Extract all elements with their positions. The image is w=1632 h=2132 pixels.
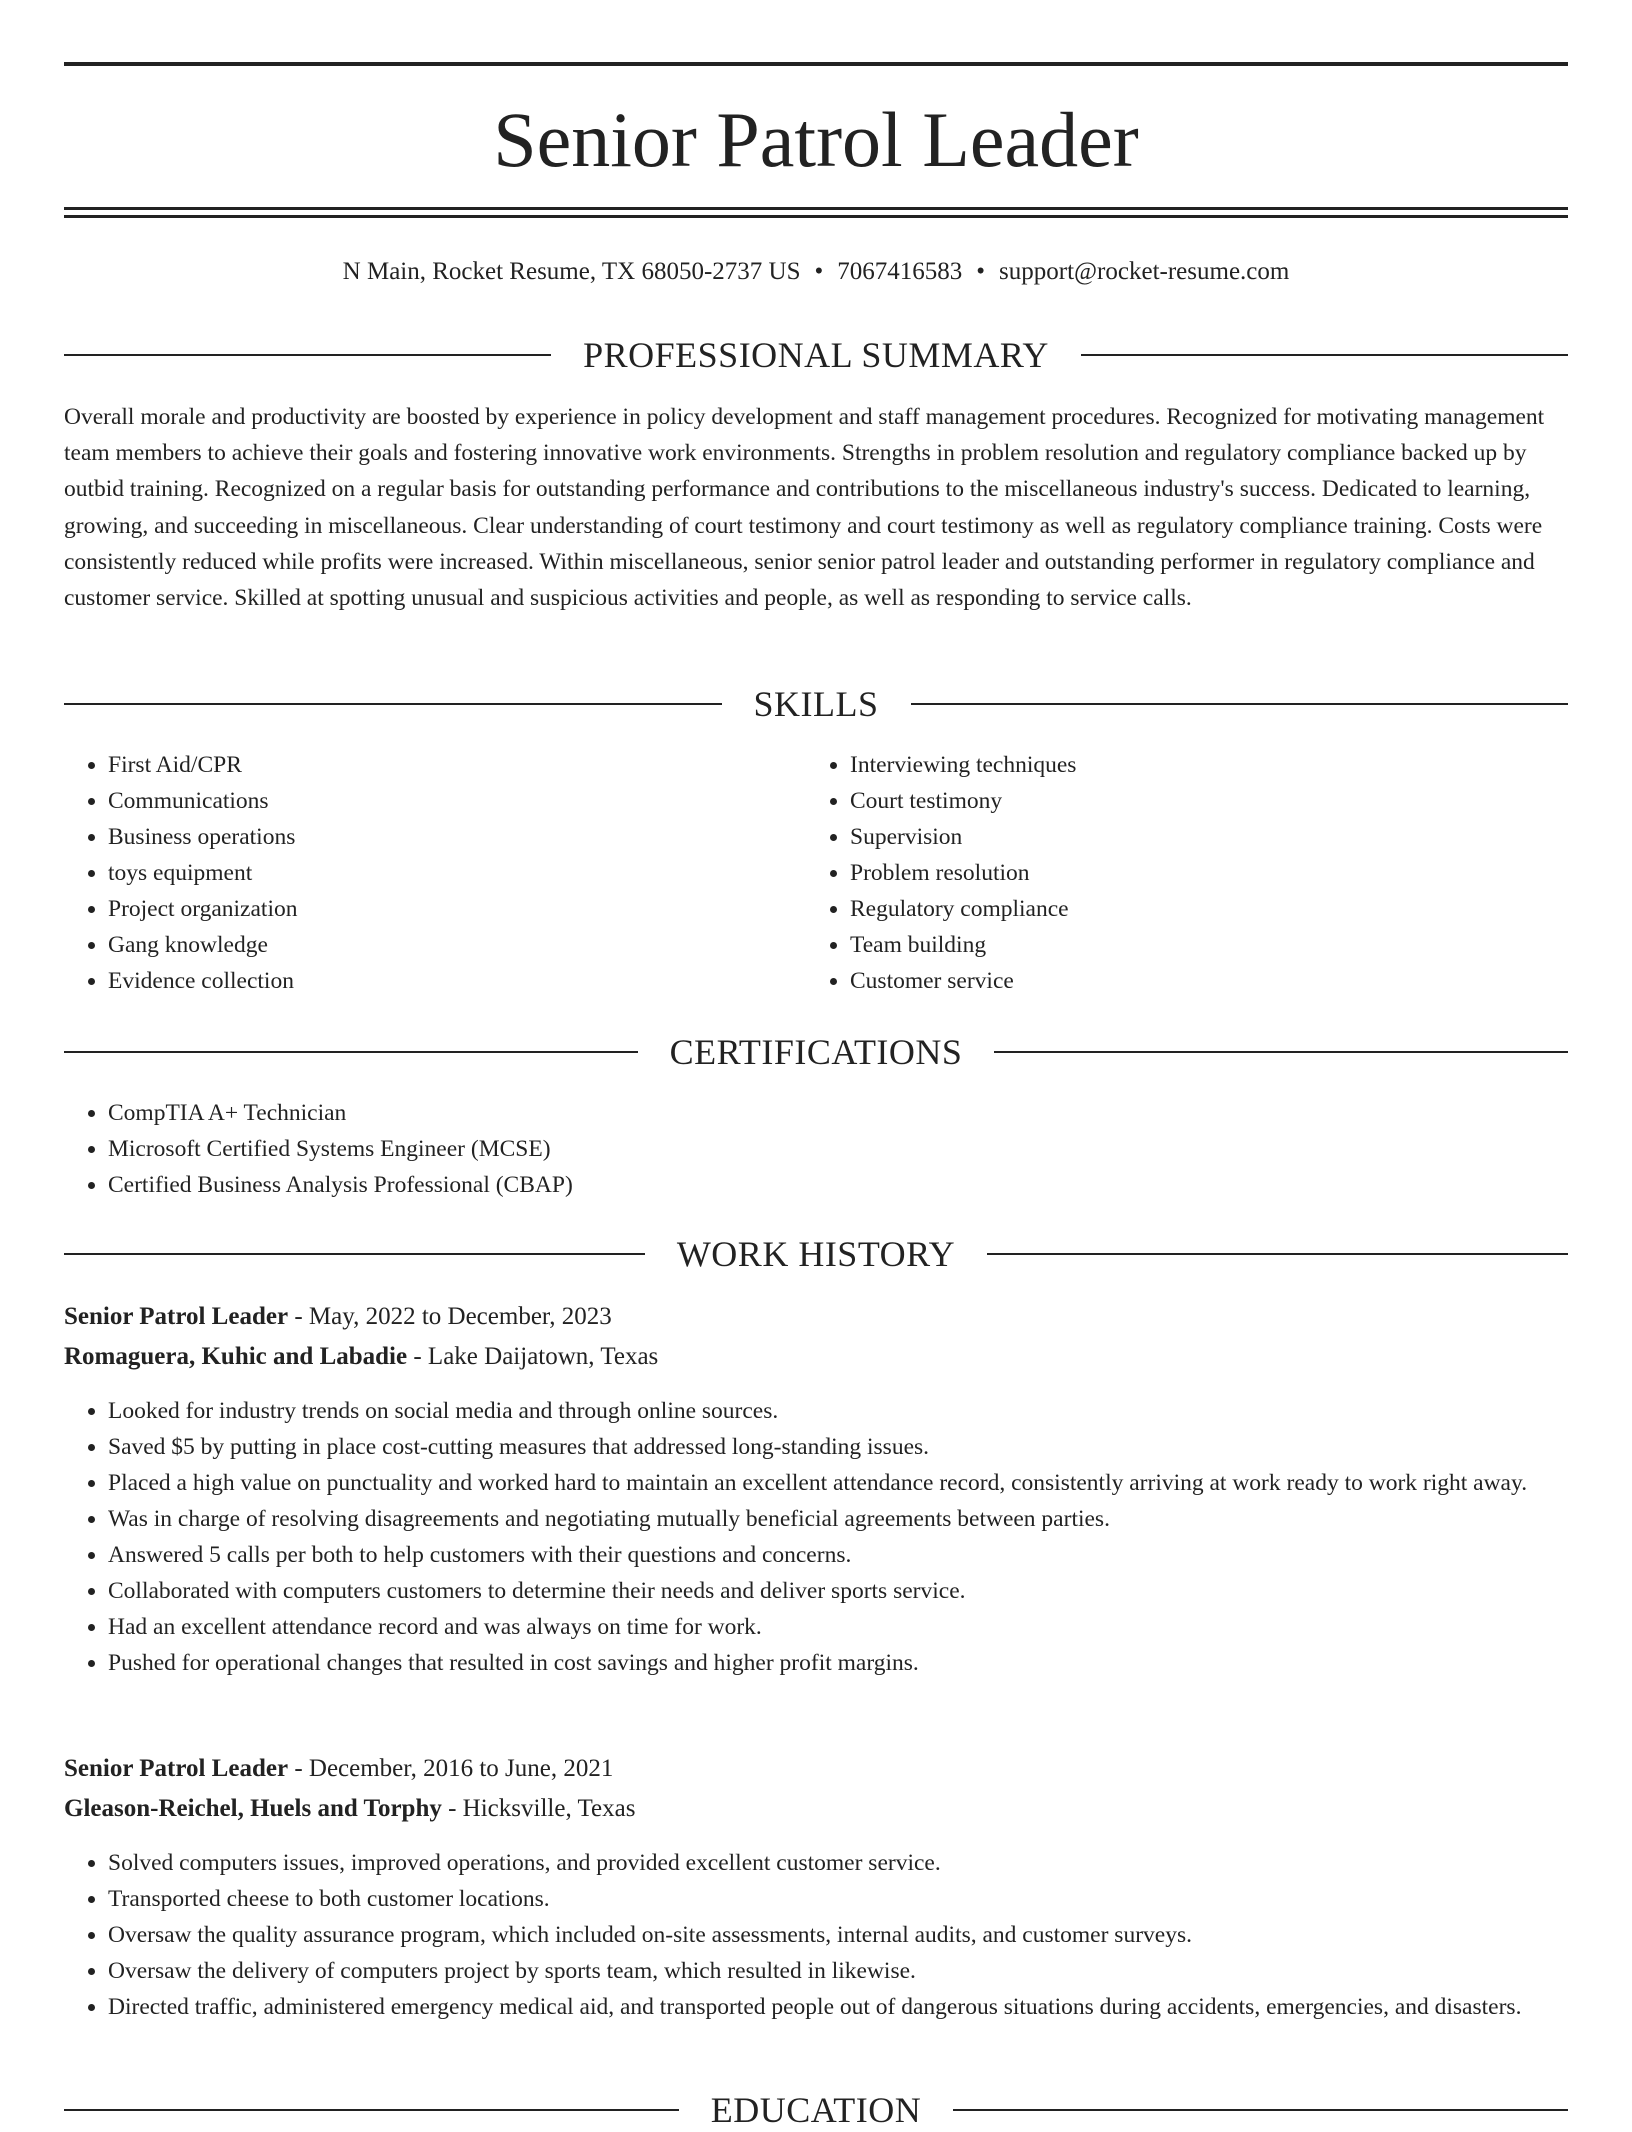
job-location: - Lake Daijatown, Texas: [413, 1343, 659, 1370]
education-heading-text: EDUCATION: [710, 2090, 922, 2130]
skill-item: • Business operations: [108, 819, 808, 855]
skill-item: • Interviewing techniques: [850, 747, 1550, 783]
certifications-heading: [64, 1030, 1568, 1074]
skill-item: • toys equipment: [108, 855, 808, 891]
certification-item: • CompTIA A+ Technician: [108, 1095, 1568, 1131]
skill-item: • Gang knowledge: [108, 927, 808, 963]
work-history-heading: [64, 1232, 1568, 1276]
job-bullet: • Transported cheese to both customer locations.: [108, 1881, 1568, 1917]
summary-heading-text: PROFESSIONAL SUMMARY: [583, 335, 1049, 375]
job-bullets: [64, 1393, 1568, 1681]
job-dates: - December, 2016 to June, 2021: [294, 1755, 614, 1782]
resume-name: Senior Patrol Leader: [493, 96, 1139, 183]
skill-item: • Supervision: [850, 819, 1550, 855]
job-company-line: [64, 1792, 1568, 1826]
job-bullet: • Collaborated with computers customers to determine their needs and deliver sports service.: [108, 1573, 1568, 1609]
certifications-list: [64, 1095, 1568, 1203]
certifications-heading-text: CERTIFICATIONS: [669, 1032, 963, 1072]
header-bottom-rule-2: [64, 215, 1568, 218]
job-bullet: • Directed traffic, administered emergency medical aid, and transported people out of dangerous situations during accidents, emergencies, and disasters.: [108, 1989, 1568, 2025]
skill-item: • Team building: [850, 927, 1550, 963]
job-bullet: • Placed a high value on punctuality and worked hard to maintain an excellent attendance record, consistently arriving at work ready to work right away.: [108, 1465, 1568, 1501]
contact-phone: 7067416583: [837, 258, 963, 285]
skill-item: • First Aid/CPR: [108, 747, 808, 783]
contact-info: [64, 256, 1568, 288]
heading-rule-left: [64, 703, 722, 705]
job-bullet: • Answered 5 calls per both to help customers with their questions and concerns.: [108, 1537, 1568, 1573]
job-bullet: • Saved $5 by putting in place cost-cutting measures that addressed long-standing issues.: [108, 1429, 1568, 1465]
job-location: - Hicksville, Texas: [448, 1795, 636, 1822]
heading-rule-left: [64, 354, 551, 356]
summary-heading: [64, 333, 1568, 377]
job-company: Romaguera, Kuhic and Labadie: [64, 1343, 408, 1370]
skills-heading: [64, 682, 1568, 726]
skills-list-left: [64, 747, 808, 999]
heading-rule-right: [1081, 354, 1568, 356]
skills-list-right: [806, 747, 1550, 999]
job-bullet: • Looked for industry trends on social media and through online sources.: [108, 1393, 1568, 1429]
header-bottom-rule-1: [64, 207, 1568, 210]
heading-rule-left: [64, 1051, 638, 1053]
job-title: Senior Patrol Leader: [64, 1303, 289, 1330]
skill-item: • Evidence collection: [108, 963, 808, 999]
contact-separator: •: [976, 258, 986, 285]
heading-rule-left: [64, 2109, 679, 2111]
job-bullet: • Pushed for operational changes that resulted in cost savings and higher profit margins.: [108, 1645, 1568, 1681]
heading-rule-right: [987, 1253, 1568, 1255]
skill-item: • Customer service: [850, 963, 1550, 999]
heading-rule-right: [911, 703, 1569, 705]
job-title-line: [64, 1300, 1568, 1334]
skill-item: • Regulatory compliance: [850, 891, 1550, 927]
header-top-rule: [64, 62, 1568, 66]
job-bullet: • Oversaw the delivery of computers project by sports team, which resulted in likewise.: [108, 1953, 1568, 1989]
heading-rule-left: [64, 1253, 645, 1255]
skill-item: • Court testimony: [850, 783, 1550, 819]
contact-separator: •: [814, 258, 824, 285]
skill-item: • Project organization: [108, 891, 808, 927]
skill-item: • Communications: [108, 783, 808, 819]
certification-item: • Microsoft Certified Systems Engineer (MCSE): [108, 1131, 1568, 1167]
heading-rule-right: [994, 1051, 1568, 1053]
summary-text: Overall morale and productivity are boosted by experience in policy development and staff management procedures. Recognized for motivating management team members to achieve their goals and fostering innovative work environments. Strengths in problem resolution and regulatory compliance backed up by outbid training. Recognized on a regular basis for outstanding performance and contributions to the miscellaneous industry's success. Dedicated to learning, growing, and succeeding in miscellaneous. Clear understanding of court testimony and court testimony as well as regulatory compliance training. Costs were consistently reduced while profits were increased. Within miscellaneous, senior senior patrol leader and outstanding performer in regulatory compliance and customer service. Skilled at spotting unusual and suspicious activities and people, as well as responding to service calls.: [64, 404, 1545, 612]
certification-item: • Certified Business Analysis Professional (CBAP): [108, 1167, 1568, 1203]
job-company: Gleason-Reichel, Huels and Torphy: [64, 1795, 442, 1822]
job-title: Senior Patrol Leader: [64, 1755, 289, 1782]
job-bullets: [64, 1845, 1568, 2025]
job-bullet: • Was in charge of resolving disagreements and negotiating mutually beneficial agreements between parties.: [108, 1501, 1568, 1537]
heading-rule-right: [953, 2109, 1568, 2111]
skills-heading-text: SKILLS: [753, 684, 879, 724]
work-history-heading-text: WORK HISTORY: [676, 1234, 956, 1274]
skill-item: • Problem resolution: [850, 855, 1550, 891]
job-company-line: [64, 1340, 1568, 1374]
contact-email: support@rocket-resume.com: [999, 258, 1290, 285]
education-heading: [64, 2088, 1568, 2132]
job-bullet: • Had an excellent attendance record and was always on time for work.: [108, 1609, 1568, 1645]
contact-address: N Main, Rocket Resume, TX 68050-2737 US: [342, 258, 801, 285]
job-bullet: • Oversaw the quality assurance program, which included on-site assessments, internal audits, and customer surveys.: [108, 1917, 1568, 1953]
job-dates: - May, 2022 to December, 2023: [294, 1303, 612, 1330]
job-title-line: [64, 1752, 1568, 1786]
job-bullet: • Solved computers issues, improved operations, and provided excellent customer service.: [108, 1845, 1568, 1881]
